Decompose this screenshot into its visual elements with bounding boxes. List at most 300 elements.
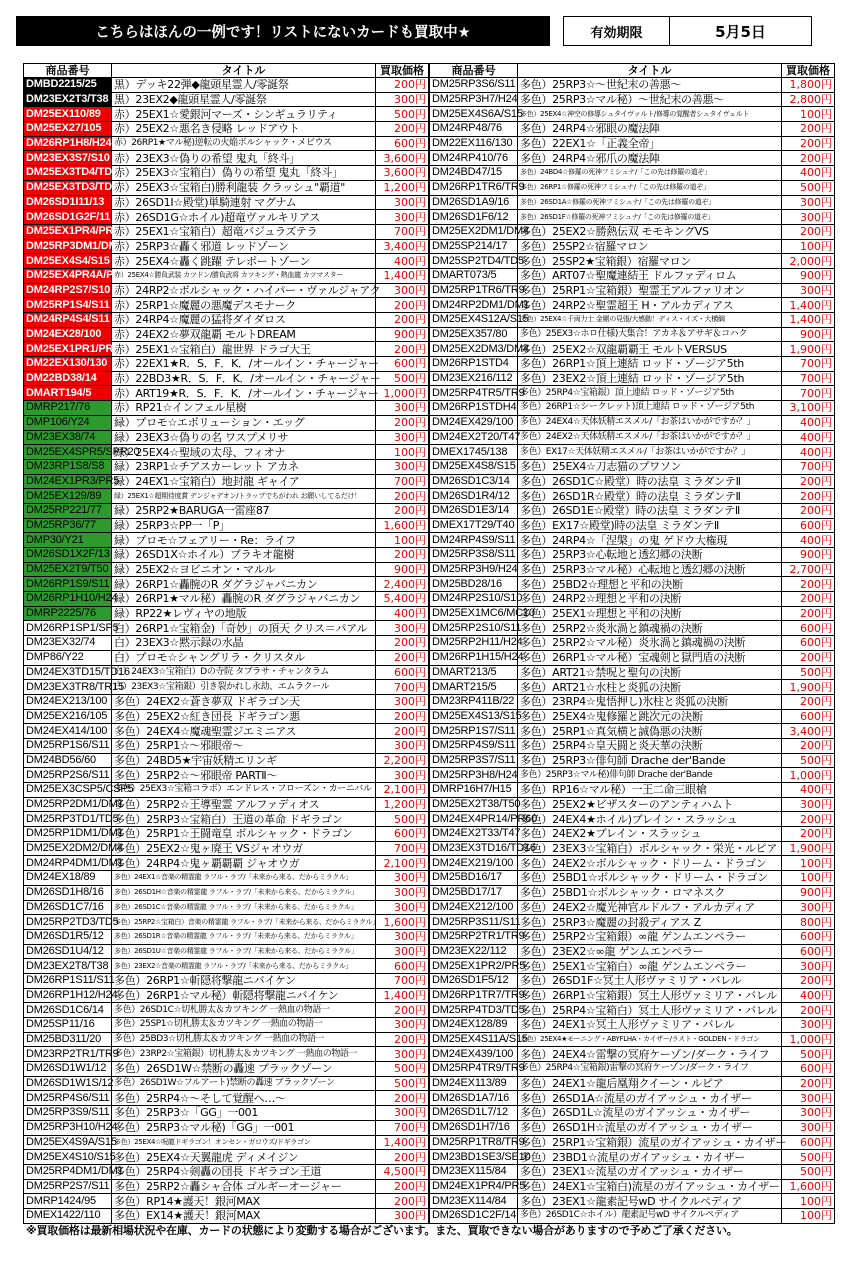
card-title: 多色）25EX4☆刀志猫のプワソン [518,459,782,474]
card-title: 白）23EX3☆宝箱銀）引き裂かれし永劫、エムラクール [112,680,376,695]
card-title: 多色）24RP2☆聖霊超王 H・アルカディアス [518,298,782,313]
buy-price: 200円 [376,122,429,137]
buy-price: 300円 [376,885,429,900]
table-row [24,768,429,783]
buy-price: 300円 [376,1106,429,1121]
card-code: DM26RP1S11/S11 [24,973,112,988]
card-title: 白）26RP1☆宝箱金)「奇妙」の頂天 クリス＝パアル [112,621,376,636]
card-title: 多色）23BD1☆流星のガイアッシュ・カイザー [518,1150,782,1165]
card-title: 赤）22EX1★R．S．F．K．/オールイン・チャージャー [112,357,376,372]
buy-price: 2,800円 [782,92,835,107]
buy-price: 1,000円 [376,386,429,401]
card-code: DM25EX3CSP5/CSP5 [24,783,112,798]
card-code: DM25RP3S8/S11 [430,548,518,563]
table-row [430,944,835,959]
card-title: 多色）25RP2☆炎氷渦と鎮魂禍の決断 [518,621,782,636]
table-row [24,166,429,181]
table-row [430,1062,835,1077]
card-code: DM26SD1R4/12 [430,489,518,504]
card-title: 多色）25SP2★宝箱銀）宿羅マロン [518,254,782,269]
card-code: DM26SD1A9/16 [430,195,518,210]
table-row [24,371,429,386]
buy-price: 400円 [782,430,835,445]
card-title: 多色）25EX4☆鬼修羅と跳次元の決断 [518,709,782,724]
table-row [430,254,835,269]
buy-price: 700円 [376,973,429,988]
card-title: 多色）24EX2☆天体妖精エスメル/「お茶はいかがですか？」 [518,430,782,445]
card-title: 多色）24EX2☆蒼き夢双 ドギラゴン天 [112,694,376,709]
card-title: 赤）23EX3☆偽りの希望 鬼丸「終斗」 [112,151,376,166]
buy-price: 400円 [782,445,835,460]
card-title: 多色）25BD3☆切札勝太＆カツキング 一熱血の物語一 [112,1032,376,1047]
card-title: 多色）24BD4☆修羅の死神フミシュナ/「この先は修羅の道ぞ」 [518,166,782,181]
card-code: DM26SD1C3/14 [430,474,518,489]
buy-price: 300円 [782,797,835,812]
col-header-title: タイトル [518,64,782,78]
table-row [430,78,835,93]
buy-price: 200円 [376,342,429,357]
card-title: 多色）26SD1H☆音楽の精霊龍 ラフル・ラブ/「未来から来る、だからミラクル」 [112,885,376,900]
card-code: DMART213/5 [430,665,518,680]
card-title: 多色）25RP4☆宝箱銀）頂上連結 ロッド・ゾージア5th [518,386,782,401]
card-title: 多色）25RP2☆轟シャ合体 ゴルギーオージャー [112,1179,376,1194]
table-row [24,107,429,122]
card-title: 赤）25EX2☆悪名き侵略 レッドアウト [112,122,376,137]
card-code: DM25RP1S6/S11 [24,738,112,753]
buy-price: 3,100円 [782,401,835,416]
table-row [430,915,835,930]
table-row [430,636,835,651]
buy-price: 500円 [782,753,835,768]
table-row [24,489,429,504]
card-code: DM25RP4TR5/TR9 [430,386,518,401]
card-title: 多色）23EX2☆頂上連結 ロッド・ゾージア5th [518,371,782,386]
card-title: 緑）25EX4☆聖域の太母、フィオナ [112,445,376,460]
buy-price: 300円 [376,195,429,210]
card-title: 多色）26SD1H☆流星のガイアッシュ・カイザー [518,1120,782,1135]
table-row [430,768,835,783]
table-row [24,533,429,548]
buy-price: 300円 [782,195,835,210]
card-code: DM23EX38/74 [24,430,112,445]
table-row [24,1003,429,1018]
card-code: DM25RP221/77 [24,503,112,518]
buy-price: 1,400円 [782,298,835,313]
card-code: DM25EX4S11A/S15 [430,1032,518,1047]
table-row [24,1120,429,1135]
card-code: DM25BD17/17 [430,885,518,900]
buy-price: 300円 [782,283,835,298]
validity-label: 有効期限 [563,16,670,46]
card-code: DMRP16H7/H15 [430,783,518,798]
card-code: DM24EX1PR3/PR5 [24,474,112,489]
card-title: 多色）26SD1U☆音楽の精霊龍 ラフル・ラブ/「未来から来る、だからミラクル」 [112,944,376,959]
card-code: DM25RP3H10/H24 [24,1120,112,1135]
card-code: DM24EX128/89 [430,1018,518,1033]
table-row [430,680,835,695]
card-title: 多色）26RP1☆頂上連結 ロッド・ゾージア5th [518,357,782,372]
card-code: DM25RP4TR9/TR9 [430,1062,518,1077]
card-title: 多色）25EX2★ビザスターのアンティハムト [518,797,782,812]
table-row [430,430,835,445]
card-code: DM24RP410/76 [430,151,518,166]
table-row [430,445,835,460]
buy-price: 200円 [376,1179,429,1194]
table-row [24,871,429,886]
card-title: 多色）24EX4☆魔魂聖霊ジエミニアス [112,724,376,739]
card-code: DM23EX2T8/T38 [24,959,112,974]
buy-price: 600円 [782,1062,835,1077]
buy-price: 1,900円 [782,680,835,695]
card-title: 多色）24EX1☆冥土人形ヴァミリア・バレル [518,1018,782,1033]
buy-price: 100円 [782,1194,835,1209]
table-row [430,797,835,812]
card-title: 多色）24EX2☆魔光神官ルドルフ・アルカディア [518,900,782,915]
buy-price: 900円 [782,327,835,342]
buy-price: 600円 [782,929,835,944]
table-row [24,122,429,137]
card-code: DM25RP1TR6/TR9 [430,283,518,298]
card-code: DM26RP1H12/H24 [24,988,112,1003]
card-title: 多色）26SD1W☆禁断の轟速 ブラックゾーン [112,1062,376,1077]
buy-price: 500円 [376,107,429,122]
card-code: DM25EX1PR4/PR5 [24,224,112,239]
table-row [24,357,429,372]
card-code: DM25EX4S13/S15 [430,709,518,724]
card-title: 多色）26SD1W☆フルアート)禁断の轟速 ブラックゾーン [112,1076,376,1091]
buy-price: 200円 [782,592,835,607]
table-row [430,1076,835,1091]
table-row [24,929,429,944]
card-code: DM25RP2TR1/TR9 [430,929,518,944]
table-row [430,871,835,886]
card-title: 多色）26SD1R☆殿堂）時の法皇 ミラダンテⅡ [518,489,782,504]
buy-price: 1,000円 [782,768,835,783]
buy-price: 300円 [376,900,429,915]
card-title: 緑）23RP1☆チアスカーレット アカネ [112,459,376,474]
table-row [430,518,835,533]
card-title: 赤）25RP1☆魔麗の悪魔デスモナーク [112,298,376,313]
buy-price: 5,400円 [376,592,429,607]
buy-price: 2,700円 [782,562,835,577]
card-code: DMBD2215/25 [24,78,112,93]
buy-price: 100円 [782,1208,835,1223]
buy-price: 300円 [376,1208,429,1223]
table-row [24,298,429,313]
card-title: 多色）25EX3☆ホロ仕様)大集合！アカネ＆アサギ＆コハク [518,327,782,342]
buy-price: 700円 [782,459,835,474]
table-row [24,856,429,871]
table-row [430,342,835,357]
buy-price: 300円 [782,1106,835,1121]
buy-price: 200円 [376,724,429,739]
card-title: 多色）22EX1☆「正義全帝」 [518,136,782,151]
buy-price: 600円 [376,959,429,974]
buy-price: 600円 [376,827,429,842]
card-code: DMEX17T29/T40 [430,518,518,533]
table-row [430,195,835,210]
card-title: 多色）25RP4☆皇天闘と炎天華の決断 [518,738,782,753]
table-row [430,1018,835,1033]
card-code: DM23EX114/84 [430,1194,518,1209]
card-title: 多色）25RP3☆マル秘)「GG」一001 [112,1120,376,1135]
table-row [24,1179,429,1194]
buy-price: 200円 [782,503,835,518]
table-row [24,1091,429,1106]
card-code: DM25RP3H7/H24 [430,92,518,107]
card-title: 赤）26RP1★マル秘)逆転の火焔ボルシャック・メビウス [112,136,376,151]
card-code: DM26RP1SP1/SP5 [24,621,112,636]
table-row [24,1076,429,1091]
buy-price: 200円 [782,136,835,151]
table-row [430,621,835,636]
buy-price: 500円 [376,1076,429,1091]
card-code: DM25RP3S9/S11 [24,1106,112,1121]
card-title: 赤）25RP3☆轟く邪道 レッドゾーン [112,239,376,254]
card-code: DM23EX3TR8/TR15 [24,680,112,695]
card-code: DM23RP411B/22 [430,694,518,709]
card-code: DM25BD16/17 [430,871,518,886]
card-code: DM23BD1SE3/SE10 [430,1150,518,1165]
buy-price: 1,900円 [782,342,835,357]
buy-price: 300円 [782,1018,835,1033]
card-title: 多色）25SP1☆切札勝太＆カツキング 一熱血の物語一 [112,1018,376,1033]
buy-price: 700円 [376,474,429,489]
table-row [24,342,429,357]
table-row [24,709,429,724]
card-code: DM24EX429/100 [430,415,518,430]
table-row [24,1018,429,1033]
buy-price: 500円 [376,812,429,827]
buy-price: 1,000円 [782,1032,835,1047]
card-code: DM24EX414/100 [24,724,112,739]
buy-price: 600円 [782,518,835,533]
buy-price: 300円 [376,430,429,445]
buy-price: 200円 [782,1003,835,1018]
table-row [430,1179,835,1194]
table-row [430,562,835,577]
table-row [24,973,429,988]
card-title: 白）24EX3☆宝箱白）Dの寺院 タブラサ・チャンタラム [112,665,376,680]
card-code: DM26RP1H15/H24 [430,650,518,665]
card-title: 多色）25RP4☆剣轟の団長 ドギラゴン王道 [112,1164,376,1179]
card-title: 多色）25RP3☆～世紀末の善悪～ [518,78,782,93]
buy-price: 3,600円 [376,166,429,181]
card-title: 多色）25EX2☆鬼ヶ廃王 VSジャオウガ [112,841,376,856]
card-title: 緑）24EX1☆宝箱白）地封龍 ギャイア [112,474,376,489]
card-title: 多色）EX17☆天体妖精エスメル/「お茶はいかがですか？」 [518,445,782,460]
card-title: 多色）24EX4☆天体妖精エスメル/「お茶はいかがですか？」 [518,415,782,430]
buy-price: 200円 [376,1003,429,1018]
buy-price: 500円 [376,371,429,386]
card-code: DM23RP1S8/S8 [24,459,112,474]
buy-price: 3,600円 [376,151,429,166]
buy-price: 3,400円 [376,239,429,254]
buy-price: 200円 [782,577,835,592]
card-title: 多色）25EX4★モーニング・ABYFLHA・カイザー/ラスト・GOLDEN・ドラゴン [518,1032,782,1047]
buy-price: 700円 [376,1120,429,1135]
card-code: DM24RP4S9/S11 [430,533,518,548]
card-title: 多色）23RP4☆鬼悟押し)氷柱と炎狐の決断 [518,694,782,709]
table-row [430,92,835,107]
card-title: 多色）25EX4☆呪龍ドギラゴン！オンセン・ガロウズ/ドギラゴン [112,1135,376,1150]
buy-price: 2,100円 [376,783,429,798]
card-code: DM25RP3H8/H24 [430,768,518,783]
card-title: 多色）25SP2☆宿羅マロン [518,239,782,254]
buy-price: 1,600円 [376,915,429,930]
card-title: 多色）26RP1☆修羅の死神フミシュナ/「この先は修羅の道ぞ」 [518,180,782,195]
buy-price: 200円 [376,1091,429,1106]
card-title: 緑）25EX2☆ヨビニオン・マルル [112,562,376,577]
table-row [24,503,429,518]
buy-price: 200円 [782,489,835,504]
card-code: DM26SD1H8/16 [24,885,112,900]
price-table-right [429,63,835,1224]
table-row [24,548,429,563]
buy-price: 200円 [376,313,429,328]
card-code: DMP106/Y24 [24,415,112,430]
card-title: 緑）プロモ☆エボリューション・エッグ [112,415,376,430]
card-code: DMRP1424/95 [24,1194,112,1209]
buy-price: 600円 [782,709,835,724]
card-title: 多色）25RP2☆宝箱銀）∞龍 ゲンムエンペラー [518,929,782,944]
card-title: 多色）26SD1L☆流星のガイアッシュ・カイザー [518,1106,782,1121]
card-code: DM25SP214/17 [430,239,518,254]
card-code: DM25EX1PR2/PR5 [430,959,518,974]
card-title: 緑）25RP2★BARUGA一雷座87 [112,503,376,518]
table-row [24,636,429,651]
table-row [430,1208,835,1223]
table-row [430,1091,835,1106]
card-code: DM26RP1TR6/TR9 [430,180,518,195]
buy-price: 200円 [376,650,429,665]
card-title: 赤）25EX4☆勝負武装 カツドン/勝負武将 カツキング・熱血龍 カツマスター [112,268,376,283]
table-row [24,151,429,166]
card-title: 緑）23EX3☆偽りの名 ワスプメリサ [112,430,376,445]
table-row [430,1003,835,1018]
card-code: DM25EX3TD4/TD23 [24,166,112,181]
card-code: DMP86/Y22 [24,650,112,665]
buy-price: 3,400円 [782,724,835,739]
table-row [24,694,429,709]
table-row [430,327,835,342]
card-title: 多色）24EX4☆雷撃の冥府ケーゾン/ダーク・ライフ [518,1047,782,1062]
buy-price: 700円 [376,224,429,239]
card-code: DM25RP3H9/H24 [430,562,518,577]
buy-price: 200円 [376,1194,429,1209]
buy-price: 300円 [782,210,835,225]
validity-date: 5月5日 [670,16,812,46]
card-code: DM24RP2DM1/DM1 [430,298,518,313]
table-row [24,944,429,959]
card-code: DM25BD28/16 [430,577,518,592]
card-title: 赤）ART19★R．S．F．K．/オールイン・チャージャー [112,386,376,401]
card-code: DM25EX129/89 [24,489,112,504]
card-title: 緑）26RP1☆轟腕のR ダグラジャバニカン [112,577,376,592]
table-row [430,606,835,621]
table-row [430,650,835,665]
table-row [24,738,429,753]
buy-price: 200円 [782,973,835,988]
buy-price: 2,400円 [376,577,429,592]
card-code: DM24RP4S4/S11 [24,313,112,328]
buy-price: 1,400円 [376,988,429,1003]
card-title: 赤）RP21☆インフェル星樹 [112,401,376,416]
card-title: 多色）EX14★護天！銀河MAX [112,1208,376,1223]
card-code: DM25RP3S11/S11 [430,915,518,930]
card-title: 多色）26RP1☆マル秘）斬隠将撃龍ニバイケン [112,988,376,1003]
table-row [430,210,835,225]
table-row [430,959,835,974]
table-row [430,1120,835,1135]
table-row [24,783,429,798]
buy-price: 500円 [782,665,835,680]
table-row [430,122,835,137]
card-title: 赤）25EX3☆宝箱白)勝利龍装 クラッシュ"覇道" [112,180,376,195]
buy-price: 600円 [782,621,835,636]
card-code: DM25RP2S7/S11 [24,1179,112,1194]
card-code: DM25EX4SPR5/SPR20 [24,445,112,460]
table-row [24,577,429,592]
table-row [24,1208,429,1223]
table-row [430,180,835,195]
card-code: DM26SD1R5/12 [24,929,112,944]
table-row [24,254,429,269]
buy-price: 700円 [782,386,835,401]
card-code: DM25EX216/105 [24,709,112,724]
buy-price: 500円 [782,1164,835,1179]
table-row [24,1194,429,1209]
buy-price: 900円 [376,327,429,342]
table-row [24,195,429,210]
card-code: DM26RP1TR7/TR9 [430,988,518,1003]
card-code: DM23EX115/84 [430,1164,518,1179]
buy-price: 1,600円 [782,1179,835,1194]
buy-price: 200円 [376,1150,429,1165]
card-code: DM24EX113/89 [430,1076,518,1091]
card-title: 緑）プロモ☆フェアリー・Re：ライフ [112,533,376,548]
table-row [430,988,835,1003]
table-row [430,298,835,313]
table-row [24,283,429,298]
table-row [24,474,429,489]
buy-price: 700円 [782,357,835,372]
buy-price: 700円 [376,841,429,856]
table-row [430,533,835,548]
buy-price: 300円 [376,92,429,107]
table-row [24,327,429,342]
buy-price: 300円 [376,1047,429,1062]
card-code: DMEX1745/138 [430,445,518,460]
buy-price: 500円 [376,1062,429,1077]
table-row [430,900,835,915]
card-code: DM25EX2DM2/DM4 [24,841,112,856]
card-code: DM25EX2T38/T50 [430,797,518,812]
card-code: DM22EX130/130 [24,357,112,372]
card-code: DM23EX216/112 [430,371,518,386]
col-header-price: 買取価格 [376,64,429,78]
card-code: DM24BD47/15 [430,166,518,181]
card-code: DM26SD1W1S/12 [24,1076,112,1091]
buy-price: 300円 [376,768,429,783]
buy-price: 100円 [782,856,835,871]
card-code: DM25RP4S6/S11 [24,1091,112,1106]
buy-price: 300円 [376,929,429,944]
buy-price: 1,600円 [376,518,429,533]
table-row [24,1047,429,1062]
buy-price: 200円 [782,606,835,621]
card-code: DM22EX116/130 [430,136,518,151]
